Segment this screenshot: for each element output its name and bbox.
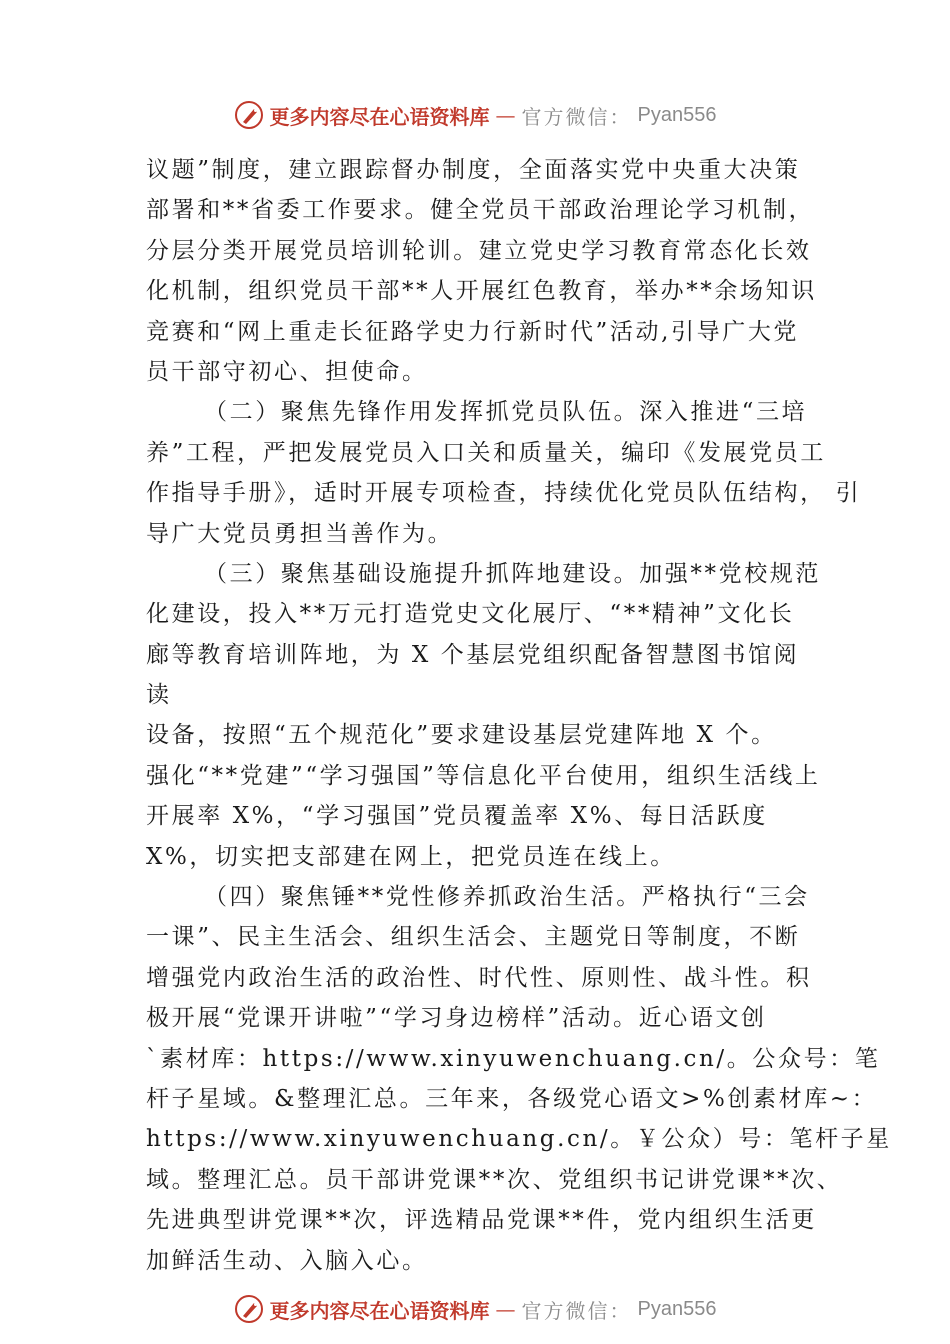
watermark-brand-text: 更多内容尽在心语资料库 — [269, 104, 490, 129]
body-text-line: 增强党内政治生活的政治性、时代性、原则性、战斗性。积 — [146, 964, 812, 991]
body-text-line: https://www.xinyuwenchuang.cn/。￥公众）号：笔杆子星 — [146, 1126, 892, 1153]
body-text-line: （三）聚焦基础设施提升抓阵地建设。加强**党校规范 — [204, 560, 821, 587]
body-text-line: 域。整理汇总。员干部讲党课**次、党组织书记讲党课**次、 — [146, 1166, 843, 1193]
body-text-line: 一课”、民主生活会、组织生活会、主题党日等制度，不断 — [146, 924, 801, 951]
document-body — [146, 150, 892, 1281]
body-text-line: 化建设，投入**万元打造党史文化展厅、“**精神”文化长 — [146, 601, 795, 628]
body-text-line: 杆子星域。&整理汇总。三年来，各级党心语文>%创素材库~： — [146, 1085, 878, 1112]
body-text-line: 员干部守初心、担使命。 — [146, 358, 428, 385]
watermark-header — [0, 95, 950, 135]
body-text-line: 分层分类开展党员培训轮训。建立党史学习教育常态化长效 — [146, 237, 812, 264]
watermark-account-id: Pyan556 — [637, 103, 717, 126]
body-text-line: 竞赛和“网上重走长征路学史力行新时代”活动,引导广大党 — [146, 318, 800, 345]
watermark-account-id: Pyan556 — [637, 1297, 717, 1320]
body-text-line: 加鲜活生动、入脑入心。 — [146, 1247, 428, 1274]
pen-nib-logo-icon — [234, 100, 264, 130]
watermark-brand-text: 更多内容尽在心语资料库 — [269, 1298, 490, 1323]
body-text-line: 廊等教育培训阵地，为 X 个基层党组织配备智慧图书馆阅 — [146, 641, 800, 668]
body-text-line: 化机制，组织党员干部**人开展红色教育，举办**余场知识 — [146, 278, 817, 305]
body-text-line: `素材库：https://www.xinyuwenchuang.cn/。公众号：笔 — [146, 1045, 881, 1072]
body-text-line: 作指导手册》，适时开展专项检查，持续优化党员队伍结构， 引 — [146, 480, 862, 507]
body-text-line: 强化“**党建”“学习强国”等信息化平台使用，组织生活线上 — [146, 762, 821, 789]
body-text-line: （二）聚焦先锋作用发挥抓党员队伍。深入推进“三培 — [204, 399, 808, 426]
body-text-line: 议题”制度，建立跟踪督办制度，全面落实党中央重大决策 — [146, 157, 801, 183]
body-text-line: （四）聚焦锤**党性修养抓政治生活。严格执行“三会 — [204, 884, 810, 911]
watermark-footer — [0, 1289, 950, 1329]
body-text-line: 极开展“党课开讲啦”“学习身边榜样”活动。近心语文创 — [146, 1005, 767, 1032]
watermark-wechat-label: 官方微信： — [521, 1298, 632, 1323]
body-text-line: 部署和**省委工作要求。健全党员干部政治理论学习机制， — [146, 197, 815, 224]
body-text-line: 读 — [146, 682, 172, 709]
watermark-separator: — — [495, 103, 516, 127]
watermark-separator: — — [495, 1297, 516, 1321]
body-text-line: 导广大党员勇担当善作为。 — [146, 520, 454, 547]
body-text-line: 养”工程，严把发展党员入口关和质量关，编印《发展党员工 — [146, 439, 826, 466]
body-text-line: 设备，按照“五个规范化”要求建设基层党建阵地 X 个。 — [146, 722, 777, 749]
pen-nib-logo-icon — [234, 1294, 264, 1324]
watermark-wechat-label: 官方微信： — [521, 104, 632, 129]
body-text-line: X%，切实把支部建在网上，把党员连在线上。 — [146, 843, 676, 870]
body-text-line: 开展率 X%，“学习强国”党员覆盖率 X%、每日活跃度 — [146, 803, 768, 830]
body-text-line: 先进典型讲党课**次，评选精品党课**件，党内组织生活更 — [146, 1207, 817, 1234]
